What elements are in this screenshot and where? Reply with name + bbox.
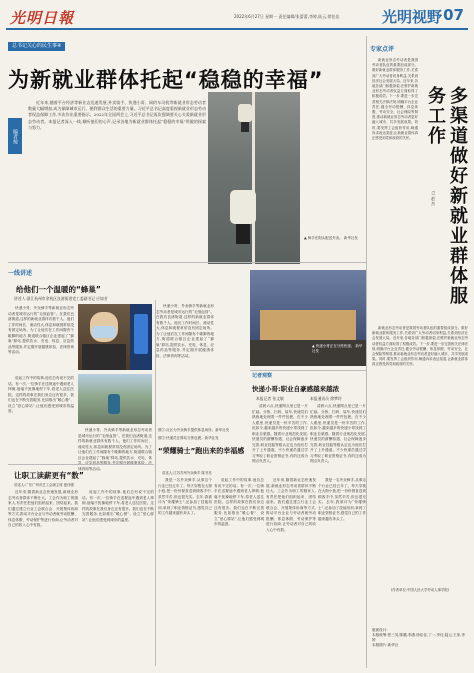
article3-text: 我是一名外卖骑手,从事这个行业已经五年了。每天穿梭在大街小巷,把一份份餐食送到顾客手中,虽然辛苦,但也很充实。去年,我被评为“荣耀骑士”,还参加了技能培训,拿到了职业资格证书,感觉自己的工作越来越有奔头了。 [158,478,212,515]
editor-line-1: 版面设计: [372,628,388,632]
expert-text-bottom: 新就业形态劳动者是我国劳动者队伍的重要组成部分。做好新就业群体服务工作,关系到广大劳动者切身利益,关系到经济社会发展大局。近年来,各地各部门积极探索,在维护新就业形态劳动者权益方面取得了积极成效。下一步,要进一步完善相关法律法规,明确平台企业责任,健全劳动报酬、休息休假、劳动安全、社会保险等制度,推动新就业形态劳动者更好融入城市、共享发展成果。同时,要发挥工会组织作用,畅通诉求表达渠道,让新就业群体真正感受到党和政府的关怀。 [372,326,469,367]
section-label-yixian: 一线讲述 [8,270,33,277]
rider-figure [238,104,252,122]
article-mid-text-2: 快递小哥、外卖骑手等新就业形态劳动者是城市运行的“毛细血管”。在我们良渚街道,这样的新就业群体有数千人。他们工作时间长、流动性大,休息和就餐常常没有固定场所。为了让他们在工作间隙有个歇脚的地方,街道联合辖区企业建起了“蜂巢”驿站,提供饮水、充电、休息、应急药品等服务,并定期开展健康体检、法律咨询等活动。 [78,428,152,471]
article2-byline: 讲述人:广东广州市总工会副主席 夏伟强 [14,483,74,487]
column-divider [155,300,156,666]
main-headline: 为新就业群体托起“稳稳的幸福” [8,68,324,92]
section-label-jizhe: 记者观察 [252,373,273,379]
jizhe-byline-2: 本报通讯员 徐梦玲 [310,396,342,401]
article3-text-cont-2: 近年来,随着新业态快速发展,新就业形态劳动者群体不断壮大。工会作为职工的娘家人,有责任把他们组织起来、团结起来。我们通过建立行业工会联合会、开展集体协商等方式,推动平台企业与劳动者就劳动报酬、休息休假、劳动保护等进行协商,让劳动者对自己的收入心中有数。 [266,478,316,532]
article1-text: 快递小哥、外卖骑手等新就业形态劳动者是城市运行的“毛细血管”。在我们良渚街道,这样的新就业群体有数千人。他们工作时间长、流动性大,休息和就餐常常没有固定场所。为了让他们在工作间隙有个歇脚的地方,街道联合辖区企业建起了“蜂巢”驿站,提供饮水、充电、休息、应急药品等服务,并定期开展健康体检、法律咨询等活动。 [8,306,74,354]
app-phone-photo [130,304,152,370]
section-name: 光明视野 [381,8,442,26]
divider [8,464,154,465]
column-divider [366,36,367,668]
street-caption: 图①:社区为外卖骑手提供休息场所。新华社发 [158,428,230,432]
page-number: 07 [443,6,464,24]
rider-road-photo [208,92,300,264]
jizhe-text: 清晨六点,快递网点里已是一片忙碌。分拣、扫码、装车,快递员们熟练地处理着一件件包裹。在不少人眼里,快递员是一份辛苦的工作,但如今,越来越多的快递小哥找到了职业自豪感。随着行业规范化发展,快递员的薪酬待遇、社会保障逐步完善,职业技能等级认定也为他们打开了上升通道。不少快递员通过学习考取了职业资格证书,有的还成为网点负责人。 [252,404,308,463]
newspaper-logo: 光明日報 [10,9,75,27]
divider [8,262,366,263]
expert-column [370,40,470,670]
article3-title: “荣耀骑士”跑出来的幸福感 [158,447,245,455]
divider [250,370,366,371]
issue-info: 2022年6月27日 星期一 责任编辑/张蕾蕾,李婷,陆云,徐佳佳 [234,14,340,19]
street-rider-photo [78,374,152,424]
expert-vertical-title: 多渠道做好新就业群体服务工作 [425,86,468,306]
editor-line-3: 本版图片:新华社 [372,643,399,647]
expert-footnote: (作者单位:中国人民大学劳动人事学院) [390,588,450,592]
editor-line-2: 本版统筹:张三英,陈璐,李潇,徐佳佳,丁一,李佳,陆云,王家,李婷 [372,633,466,642]
scooter-figure [241,122,249,132]
editor-credits [372,628,468,648]
article3-text-cont-3: 我是一名外卖骑手,从事这个行业已经五年了。每天穿梭在大街小巷,把一份份餐食送到顾客手中,虽然辛苦,但也很充实。去年,我被评为“荣耀骑士”,还参加了技能培训,拿到了职业资格证书,感觉自己的工作越来越有奔头了。 [318,478,366,521]
lead-text: 近年来,随着平台经济等新业态迅速发展,外卖骑手、快递小哥、网约车司机等新就业形态劳动者数量大幅增加,成为保障城市运行、便利群众生活的重要力量。习近平总书记高度重视新就业形态劳动者权益保障工作,多次作出重要指示。2022年全国两会上,习近平总书记再次强调要关心关爱新就业形态劳动者。本报记者深入一线,倾听他们的心声,记录各地为新就业群体托起“稳稳的幸福”所做的探索与努力。 [28,100,206,130]
expert-author: □ 赵 杰 [431,190,436,206]
top-photo-caption: ▲ 骑手在街头配送外卖。 新华社发 [304,236,358,240]
expert-tag: 专家点评 [370,46,395,53]
expert-text-left: 新就业形态劳动者是我国劳动者队伍的重要组成部分。做好新就业群体服务工作,关系到广大劳动者切身利益,关系到经济社会发展大局。近年来,各地各部门积极探索,在维护新就业形态劳动者权益方面取得了积极成效。下一步,要进一步完善相关法律法规,明确平台企业责任,健全劳动报酬、休息休假、劳动安全、社会保险等制度,推动新就业形态劳动者更好融入城市、共享发展成果。同时,要发挥工会组织作用,畅通诉求表达渠道,让新就业群体真正感受到党和政府的关怀。 [372,58,418,141]
masthead [6,4,468,30]
editor-note-label: 编者按 [8,118,22,154]
scooter-figure-2 [236,224,250,244]
article2-text: 近年来,随着新业态快速发展,新就业形态劳动者群体不断壮大。工会作为职工的娘家人,有责任把他们组织起来、团结起来。我们通过建立行业工会联合会、开展集体协商等方式,推动平台企业与劳动者就劳动报酬、休息休假、劳动保护等进行协商,让劳动者对自己的收入心中有数。 [8,490,78,527]
jizhe-byline-1: 本报记者 张文敏 [256,396,284,401]
street-caption-2: 图②:快递员在驿站分拣包裹。新华社发 [158,436,219,440]
sorting-photo-caption: ▲ 快递小哥正在分拣快递。 新华社发 [312,344,363,353]
article1-byline: 讲述人:浙江杭州市余杭区良渚街道党工委副书记 应如芳 [14,296,108,301]
jizhe-title: 快递小哥:职业自豪感越来越浓 [252,385,340,393]
article-mid-text: 说起工作中的故事,他们总有说不完的话。有一次,一位骑手在送餐途中遇到老人摔倒,他毫不犹豫地停下车,将老人送往医院。这样的故事在我们身边还有很多。我们也在不断完善服务,比如推出“暖心餐”、设立“爱心驿站”,让他们感受到城市的温度。 [8,376,74,413]
article1-title: 给他们一个温暖的“蜂巢” [16,285,101,294]
article1-text-cont: 快递小哥、外卖骑手等新就业形态劳动者是城市运行的“毛细血管”。在我们良渚街道,这样的新就业群体有数千人。他们工作时间长、流动性大,休息和就餐常常没有固定场所。为了让他们在工作间隙有个歇脚的地方,街道联合辖区企业建起了“蜂巢”驿站,提供饮水、充电、休息、应急药品等服务,并定期开展健康体检、法律咨询等活动。 [156,304,214,358]
article3-byline: 讲述人:江苏苏州外卖骑手 陈书亮 [162,471,212,475]
article3-text-cont: 说起工作中的故事,他们总有说不完的话。有一次,一位骑手在送餐途中遇到老人摔倒,他毫不犹豫地停下车,将老人送往医院。这样的故事在我们身边还有很多。我们也在不断完善服务,比如推出“暖心餐”、设立“爱心驿站”,让他们感受到城市的温度。 [214,478,264,526]
rider-figure-2 [230,190,256,224]
masked-rider-photo [78,304,130,370]
article2-text-cont: 说起工作中的故事,他们总有说不完的话。有一次,一位骑手在送餐途中遇到老人摔倒,他毫不犹豫地停下车,将老人送往医院。这样的故事在我们身边还有很多。我们也在不断完善服务,比如推出“暖心餐”、设立“爱心驿站”,让他们感受到城市的温度。 [82,490,154,522]
series-tag: 总书记关心的民生事④ [8,42,65,51]
jizhe-text-cont: 清晨六点,快递网点里已是一片忙碌。分拣、扫码、装车,快递员们熟练地处理着一件件包裹。在不少人眼里,快递员是一份辛苦的工作,但如今,越来越多的快递小哥找到了职业自豪感。随着行业规范化发展,快递员的薪酬待遇、社会保障逐步完善,职业技能等级认定也为他们打开了上升通道。不少快递员通过学习考取了职业资格证书,有的还成为网点负责人。 [310,404,366,463]
article2-title: 让职工读薪更有“数” [14,471,84,480]
